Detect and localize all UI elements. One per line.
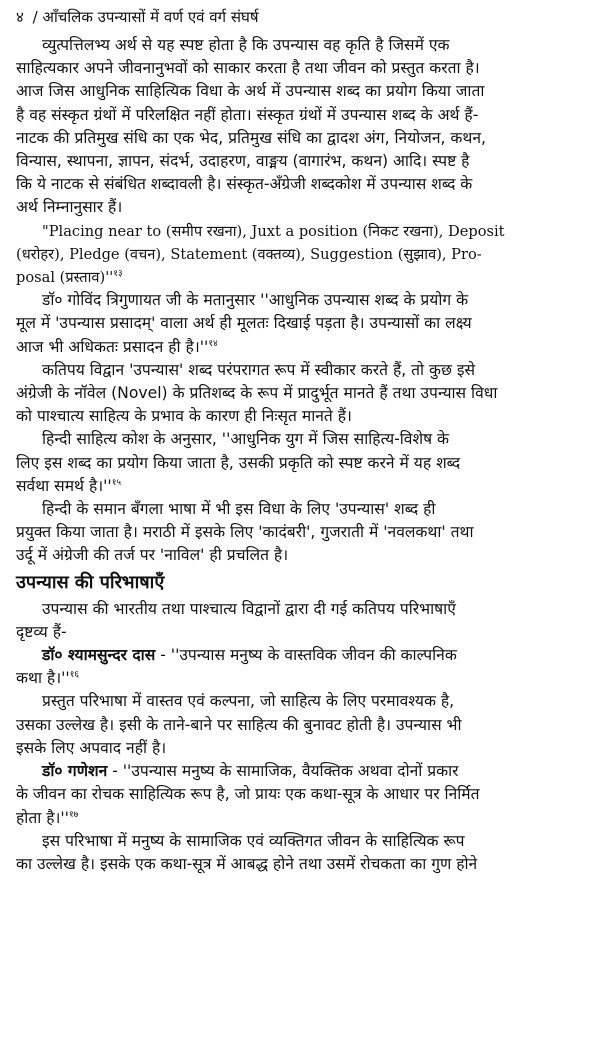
definition-text: - ''उपन्यास मनुष्य के वास्तविक जीवन की काल्पनिक [155,646,457,665]
text-line [16,266,586,289]
text-line: प्रयुक्त किया जाता है। मराठी में इसके लिए 'कादंबरी', गुजराती में 'नवलकथा' तथा [16,523,474,542]
text-line: विन्यास, स्थापना, ज्ञापन, संदर्भ, उदाहरण, वाङ्मय (वागारंभ, कथन) आदि। स्पष्ट है [16,152,470,171]
text-line: का उल्लेख है। इसके एक कथा-सूत्र में आबद्ध होने तथा उसमें रोचकता का गुण होने [16,854,478,873]
text-line: है वह संस्कृत ग्रंथों में परिलक्षित नहीं होता। संस्कृत ग्रंथों में उपन्यास शब्द के अर्थ हैं- [16,105,479,124]
footnote-marker: १७ [68,809,79,820]
header-separator: / [32,8,38,26]
paragraph-2 [16,289,586,359]
text-line: उपन्यास की भारतीय तथा पाश्चात्य विद्वानों द्वारा दी गई कतिपय परिभाषाएँ [42,599,456,618]
definition-1 [16,644,586,690]
text-line: अंग्रेजी के नॉवेल (Novel) के प्रतिशब्द के रूप में प्रादुर्भूत मानते हैं तथा उपन्यास विधा [16,384,498,403]
text-line: मूल में 'उपन्यास प्रसादम्' वाला अर्थ ही मूलतः दिखाई पड़ता है। उपन्यासों का लक्ष्य [16,314,472,333]
definition-text: कथा है।'' [16,669,70,688]
paragraph-5 [16,498,586,568]
definition-text: - ''उपन्यास मनुष्य के सामाजिक, वैयक्तिक अथवा दोनों प्रकार [107,762,459,781]
definition-text: होता है।'' [16,808,69,827]
text-line [16,667,586,690]
text-line: अर्थ निम्नानुसार हैं। [16,198,123,217]
text-line [16,807,586,830]
text-line: इसके लिए अपवाद नहीं है। [16,738,167,757]
definition-author: डॉ० गणेशन [42,762,108,781]
text-line: साहित्यकार अपने जीवनानुभवों को साकार करता है तथा जीवन को प्रस्तुत करता है। [16,59,480,78]
book-title: आँचलिक उपन्यासों में वर्ण एवं वर्ग संघर्ष [42,8,259,26]
definition-author: डॉ० श्यामसुन्दर दास [42,646,156,665]
paragraph-7 [16,690,586,760]
text-line: (धरोहर), Pledge (वचन), Statement (वक्तव्य), Suggestion (सुझाव), Pro- [16,245,482,263]
page-number: ४ [16,8,24,26]
footnote-marker: १५ [111,477,122,488]
text-line: नाटक की प्रतिमुख संधि का एक भेद, प्रतिमुख संधि का द्वादश अंग, नियोजन, कथन, [16,128,486,147]
quote-text: आज भी अधिकतः प्रसादन ही है।'' [16,337,209,356]
footnote-marker: १३ [113,269,123,280]
text-line: कतिपय विद्वान 'उपन्यास' शब्द परंपरागत रूप में स्वीकार करते हैं, तो कुछ इसे [42,360,476,379]
text-line [16,760,586,783]
text-line: हिन्दी साहित्य कोश के अनुसार, ''आधुनिक युग में जिस साहित्य-विशेष के [42,430,450,449]
text-line: दृष्टव्य हैं- [16,622,67,641]
paragraph-3 [16,359,586,429]
paragraph-8 [16,830,586,876]
quote-text: सर्वथा समर्थ है।'' [16,476,112,495]
text-line [16,644,586,667]
paragraph-4 [16,428,586,498]
text-line: आज जिस आधुनिक साहित्यिक विधा के अर्थ में उपन्यास शब्द का प्रयोग किया जाता [16,82,485,101]
paragraph-6 [16,598,586,644]
text-line: को पाश्चात्य साहित्य के प्रभाव के कारण ही निःसृत मानते हैं। [16,407,352,426]
text-line: उसका उल्लेख है। इसी के ताने-बाने पर साहित्य की बुनावट होती है। उपन्यास भी [16,715,462,734]
text-line: कि ये नाटक से संबंधित शब्दावली है। संस्कृत-अँग्रेजी शब्दकोश में उपन्यास शब्द के [16,175,473,194]
definition-2 [16,760,586,830]
text-line [16,336,586,359]
running-header [16,6,586,28]
footnote-marker: १४ [208,338,218,349]
paragraph-1 [16,34,586,220]
text-line: "Placing near to (समीप रखना), Juxt a position (निकट रखना), Deposit [42,222,505,240]
section-heading: उपन्यास की परिभाषाएँ [16,571,165,593]
text-line: प्रस्तुत परिभाषा में वास्तव एवं कल्पना, जो साहित्य के लिए परमावश्यक है, [42,692,455,711]
text-line: हिन्दी के समान बँगला भाषा में भी इस विधा के लिए 'उपन्यास' शब्द ही [42,500,436,519]
quote-text: posal (प्रस्ताव)'' [16,269,114,287]
text-line: व्युत्पत्तिलभ्य अर्थ से यह स्पष्ट होता है कि उपन्यास वह कृति है जिसमें एक [42,36,450,54]
quote-dictionary [16,220,586,290]
text-line: इस परिभाषा में मनुष्य के सामाजिक एवं व्यक्तिगत जीवन के साहित्यिक रूप [42,831,465,850]
text-line: डॉ० गोविंद त्रिगुणायत जी के मतानुसार ''आधुनिक उपन्यास शब्द के प्रयोग के [42,291,469,310]
text-line [16,475,586,498]
text-line: उर्दू में अंग्रेजी की तर्ज पर 'नाविल' ही प्रचलित है। [16,546,289,565]
text-line: लिए इस शब्द का प्रयोग किया जाता है, उसकी प्रकृति को स्पष्ट करने में यह शब्द [16,453,461,472]
footnote-marker: १६ [69,670,80,681]
text-line: के जीवन का रोचक साहित्यिक रूप है, जो प्रायः एक कथा-सूत्र के आधार पर निर्मित [16,785,480,804]
